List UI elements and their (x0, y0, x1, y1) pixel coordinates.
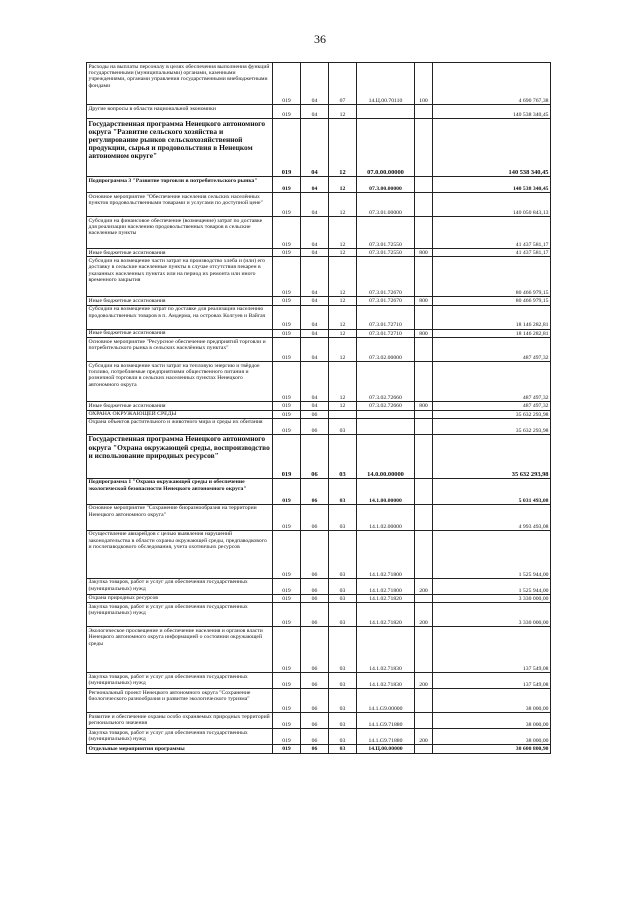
row-name-cell: Иные бюджетные ассигнования (87, 249, 273, 257)
table-row (87, 305, 551, 329)
row-target-article-cell: 14.1.02.71820 (357, 594, 415, 602)
row-name-cell: Другие вопросы в области национальной экономики (87, 105, 273, 119)
row-expense-kind-cell (415, 504, 433, 530)
row-target-article-cell: 07.3.01.72710 (357, 329, 415, 337)
row-target-article-cell (357, 105, 415, 119)
row-section-cell: 04 (301, 362, 329, 402)
row-subsection-cell: 12 (329, 338, 357, 362)
row-sum-cell: 1 525 944,00 (433, 530, 551, 578)
row-section-cell: 04 (301, 329, 329, 337)
row-section-cell: 06 (301, 603, 329, 627)
row-subsection-cell: 03 (329, 418, 357, 434)
row-admin-code-cell: 019 (273, 713, 301, 729)
row-expense-kind-cell (415, 530, 433, 578)
row-admin-code-cell: 019 (273, 257, 301, 297)
row-name-cell: Государственная программа Ненецкого автономного округа "Развитие сельского хозяйства и регулирование рынков сельскохозяйственной продукции, сырья и продовольствия в Ненецком автономном округе" (87, 119, 273, 177)
table-row (87, 63, 551, 105)
row-subsection-cell: 12 (329, 329, 357, 337)
row-admin-code-cell: 019 (273, 418, 301, 434)
row-target-article-cell: 14.Ц.00.00000 (357, 745, 415, 753)
row-section-cell: 04 (301, 63, 329, 105)
row-admin-code-cell: 019 (273, 249, 301, 257)
table-row (87, 594, 551, 602)
row-target-article-cell: 14.1.02.71830 (357, 627, 415, 673)
row-sum-cell: 3 330 000,00 (433, 603, 551, 627)
row-target-article-cell: 14.1.02.71830 (357, 673, 415, 689)
row-subsection-cell (329, 410, 357, 418)
row-expense-kind-cell (415, 434, 433, 478)
row-section-cell: 04 (301, 193, 329, 217)
row-sum-cell: 41 437 581,17 (433, 217, 551, 249)
row-section-cell: 06 (301, 478, 329, 504)
row-section-cell: 06 (301, 418, 329, 434)
row-sum-cell: 487 497,32 (433, 402, 551, 410)
table-row (87, 362, 551, 402)
row-target-article-cell: 07.3.01.72670 (357, 297, 415, 305)
row-admin-code-cell: 019 (273, 745, 301, 753)
row-sum-cell: 487 497,32 (433, 362, 551, 402)
table-row (87, 627, 551, 673)
row-admin-code-cell: 019 (273, 689, 301, 713)
row-subsection-cell: 03 (329, 729, 357, 745)
row-admin-code-cell: 019 (273, 627, 301, 673)
row-subsection-cell: 03 (329, 578, 357, 594)
row-name-cell: Региональный проект Ненецкого автономного округа "Сохранение биологического разнообразия и развитие экологического туризма" (87, 689, 273, 713)
row-section-cell: 06 (301, 578, 329, 594)
table-row (87, 338, 551, 362)
budget-table (86, 62, 551, 754)
row-subsection-cell: 03 (329, 530, 357, 578)
row-target-article-cell: 14.Ц.00.70110 (357, 63, 415, 105)
row-admin-code-cell: 019 (273, 217, 301, 249)
row-name-cell: Субсидии на возмещение части затрат на тепловую энергию и твёрдое топливо, потребляемые предприятиями общественного питания и розничной торговли в сельских населенных пунктах Ненецкого автономного округа (87, 362, 273, 402)
row-target-article-cell: 07.3.01.72710 (357, 305, 415, 329)
table-row (87, 504, 551, 530)
row-name-cell: Государственная программа Ненецкого автономного округа "Охрана окружающей среды, воспроизводство и использование природных ресурсов" (87, 434, 273, 478)
row-name-cell: Субсидии на финансовое обеспечение (возмещение) затрат по доставке для реализации населению продовольственных товаров в сельские населенные пункты (87, 217, 273, 249)
row-sum-cell: 38 000,00 (433, 689, 551, 713)
row-section-cell: 04 (301, 257, 329, 297)
row-target-article-cell: 07.3.01.00000 (357, 193, 415, 217)
row-subsection-cell: 03 (329, 673, 357, 689)
row-expense-kind-cell: 800 (415, 329, 433, 337)
row-subsection-cell: 03 (329, 745, 357, 753)
row-expense-kind-cell (415, 689, 433, 713)
row-expense-kind-cell: 200 (415, 729, 433, 745)
row-name-cell: Основное мероприятие "Ресурсное обеспечение предприятий торговли и потребительского рынка в сельских населённых пунктах" (87, 338, 273, 362)
row-target-article-cell (357, 418, 415, 434)
row-admin-code-cell: 019 (273, 402, 301, 410)
row-section-cell: 04 (301, 177, 329, 193)
row-admin-code-cell: 019 (273, 305, 301, 329)
row-section-cell: 06 (301, 410, 329, 418)
row-section-cell: 04 (301, 217, 329, 249)
row-section-cell: 06 (301, 745, 329, 753)
row-sum-cell: 4 690 767,38 (433, 63, 551, 105)
row-expense-kind-cell (415, 338, 433, 362)
row-sum-cell: 38 000,00 (433, 729, 551, 745)
row-subsection-cell: 03 (329, 713, 357, 729)
row-name-cell: Осуществление авиарейдов с целью выявления нарушений законодательства в области охраны окружающей среды, предпаводкового и послепаводкового обследования, учета охотничьих ресурсов (87, 530, 273, 578)
row-name-cell: Расходы на выплаты персоналу в целях обеспечения выполнения функций государственными (муниципальными) органами, казенными учреждениями, органами управления государственными внебюджетными фондами (87, 63, 273, 105)
row-expense-kind-cell (415, 594, 433, 602)
row-sum-cell: 41 437 581,17 (433, 249, 551, 257)
row-subsection-cell: 12 (329, 305, 357, 329)
row-subsection-cell: 12 (329, 217, 357, 249)
row-target-article-cell: 07.3.00.00000 (357, 177, 415, 193)
row-target-article-cell: 07.3.01.72670 (357, 257, 415, 297)
row-section-cell: 06 (301, 729, 329, 745)
row-section-cell: 04 (301, 338, 329, 362)
row-subsection-cell: 12 (329, 177, 357, 193)
row-admin-code-cell: 019 (273, 729, 301, 745)
row-target-article-cell: 14.1.G9.00000 (357, 689, 415, 713)
row-subsection-cell: 12 (329, 297, 357, 305)
row-sum-cell: 137 549,08 (433, 673, 551, 689)
table-row (87, 673, 551, 689)
row-target-article-cell: 07.3.01.72550 (357, 249, 415, 257)
row-section-cell: 04 (301, 297, 329, 305)
table-row (87, 193, 551, 217)
row-name-cell: Субсидии на возмещение затрат по доставке для реализации населению продовольственных товаров в п. Амдерма, на островах Колгуев и Вайгач (87, 305, 273, 329)
row-section-cell: 04 (301, 119, 329, 177)
row-sum-cell: 80 466 979,15 (433, 297, 551, 305)
row-admin-code-cell: 019 (273, 63, 301, 105)
row-subsection-cell: 03 (329, 504, 357, 530)
row-sum-cell: 18 146 282,81 (433, 329, 551, 337)
row-target-article-cell: 14.1.02.71820 (357, 603, 415, 627)
row-expense-kind-cell: 800 (415, 297, 433, 305)
row-section-cell: 06 (301, 627, 329, 673)
row-section-cell: 06 (301, 689, 329, 713)
table-row (87, 410, 551, 418)
table-row (87, 105, 551, 119)
row-admin-code-cell: 019 (273, 329, 301, 337)
row-name-cell: Подпрограмма 1 "Охрана окружающей среды и обеспечение экологической безопасности Ненецкого автономного округа" (87, 478, 273, 504)
row-admin-code-cell: 019 (273, 338, 301, 362)
table-row (87, 418, 551, 434)
row-section-cell: 04 (301, 249, 329, 257)
row-sum-cell: 487 497,32 (433, 338, 551, 362)
row-section-cell: 04 (301, 305, 329, 329)
row-sum-cell: 140 538 340,45 (433, 119, 551, 177)
row-target-article-cell: 14.1.G9.71880 (357, 729, 415, 745)
table-row (87, 329, 551, 337)
table-row (87, 297, 551, 305)
row-admin-code-cell: 019 (273, 673, 301, 689)
row-subsection-cell: 12 (329, 402, 357, 410)
row-admin-code-cell: 019 (273, 530, 301, 578)
row-sum-cell: 80 466 979,15 (433, 257, 551, 297)
row-admin-code-cell: 019 (273, 105, 301, 119)
row-sum-cell: 30 600 800,90 (433, 745, 551, 753)
row-expense-kind-cell (415, 193, 433, 217)
table-row (87, 578, 551, 594)
row-target-article-cell: 07.0.00.00000 (357, 119, 415, 177)
table-row (87, 478, 551, 504)
row-sum-cell: 5 031 493,08 (433, 478, 551, 504)
row-subsection-cell: 12 (329, 193, 357, 217)
row-admin-code-cell: 019 (273, 504, 301, 530)
row-expense-kind-cell (415, 305, 433, 329)
row-name-cell: Закупка товаров, работ и услуг для обеспечения государственных (муниципальных) нужд (87, 578, 273, 594)
table-row (87, 434, 551, 478)
row-name-cell: Охрана природных ресурсов (87, 594, 273, 602)
table-row (87, 713, 551, 729)
row-section-cell: 06 (301, 434, 329, 478)
table-row (87, 729, 551, 745)
table-row (87, 530, 551, 578)
row-target-article-cell: 14.1.02.71800 (357, 578, 415, 594)
row-subsection-cell: 12 (329, 249, 357, 257)
row-sum-cell: 35 632 293,98 (433, 418, 551, 434)
row-name-cell: Развитие и обеспечение охраны особо охраняемых природных территорий регионального значения (87, 713, 273, 729)
row-section-cell: 06 (301, 504, 329, 530)
row-target-article-cell: 07.3.01.72550 (357, 217, 415, 249)
row-subsection-cell: 12 (329, 119, 357, 177)
table-body (87, 63, 551, 754)
row-subsection-cell: 03 (329, 478, 357, 504)
row-admin-code-cell: 019 (273, 478, 301, 504)
row-name-cell: Подпрограмма 3 "Развитие торговли в потребительского рынка" (87, 177, 273, 193)
row-name-cell: Отдельные мероприятия программы (87, 745, 273, 753)
table-row (87, 257, 551, 297)
table-row (87, 402, 551, 410)
row-name-cell: Субсидии на возмещение части затрат на производство хлеба и (или) его доставку в сельские населенные пункты в случае отсутствия пекарен в указанных населенных пунктах или на период их ремонта или иного временного закрытия (87, 257, 273, 297)
row-admin-code-cell: 019 (273, 177, 301, 193)
row-name-cell: Закупка товаров, работ и услуг для обеспечения государственных (муниципальных) нужд (87, 673, 273, 689)
row-sum-cell: 18 146 282,81 (433, 305, 551, 329)
row-target-article-cell: 07.3.02.00000 (357, 338, 415, 362)
row-admin-code-cell: 019 (273, 603, 301, 627)
table-row (87, 177, 551, 193)
row-target-article-cell: 14.1.G9.71880 (357, 713, 415, 729)
row-subsection-cell: 12 (329, 257, 357, 297)
row-admin-code-cell: 019 (273, 594, 301, 602)
row-subsection-cell: 12 (329, 105, 357, 119)
row-section-cell: 06 (301, 594, 329, 602)
row-sum-cell: 4 993 493,08 (433, 504, 551, 530)
row-expense-kind-cell (415, 105, 433, 119)
row-sum-cell: 140 050 843,13 (433, 193, 551, 217)
row-expense-kind-cell (415, 478, 433, 504)
row-expense-kind-cell (415, 410, 433, 418)
row-sum-cell: 137 549,08 (433, 627, 551, 673)
row-section-cell: 06 (301, 673, 329, 689)
row-expense-kind-cell (415, 362, 433, 402)
row-sum-cell: 38 000,00 (433, 713, 551, 729)
row-subsection-cell: 03 (329, 594, 357, 602)
row-subsection-cell: 07 (329, 63, 357, 105)
row-admin-code-cell: 019 (273, 578, 301, 594)
row-name-cell: Иные бюджетные ассигнования (87, 297, 273, 305)
row-target-article-cell: 14.1.02.00000 (357, 504, 415, 530)
row-name-cell: Закупка товаров, работ и услуг для обеспечения государственных (муниципальных) нужд (87, 729, 273, 745)
row-expense-kind-cell (415, 217, 433, 249)
row-admin-code-cell: 019 (273, 410, 301, 418)
row-subsection-cell: 12 (329, 362, 357, 402)
row-target-article-cell: 07.3.02.72660 (357, 402, 415, 410)
row-sum-cell: 35 632 293,98 (433, 410, 551, 418)
row-subsection-cell: 03 (329, 627, 357, 673)
row-expense-kind-cell (415, 745, 433, 753)
table-row (87, 217, 551, 249)
row-sum-cell: 140 538 340,45 (433, 177, 551, 193)
row-expense-kind-cell: 800 (415, 402, 433, 410)
row-name-cell: Экологическое просвещение и обеспечение населения и органов власти Ненецкого автономного округа информацией о состоянии окружающей среды (87, 627, 273, 673)
row-target-article-cell: 14.0.00.00000 (357, 434, 415, 478)
row-name-cell: Иные бюджетные ассигнования (87, 329, 273, 337)
row-sum-cell: 3 330 000,00 (433, 594, 551, 602)
row-expense-kind-cell: 200 (415, 603, 433, 627)
row-expense-kind-cell (415, 713, 433, 729)
table-row (87, 603, 551, 627)
row-name-cell: Основное мероприятие "Обеспечение населения сельских населённых пунктов продовольственными товарами и услугами по доступной цене" (87, 193, 273, 217)
row-target-article-cell: 14.1.02.71800 (357, 530, 415, 578)
row-expense-kind-cell (415, 177, 433, 193)
row-sum-cell: 1 525 944,00 (433, 578, 551, 594)
row-name-cell: Основное мероприятие "Сохранение биоразнообразия на территории Ненецкого автономного округа" (87, 504, 273, 530)
row-admin-code-cell: 019 (273, 434, 301, 478)
row-expense-kind-cell: 200 (415, 673, 433, 689)
row-name-cell: Охрана объектов растительного и животного мира и среды их обитания (87, 418, 273, 434)
row-admin-code-cell: 019 (273, 362, 301, 402)
table-row (87, 249, 551, 257)
row-expense-kind-cell (415, 257, 433, 297)
row-name-cell: Иные бюджетные ассигнования (87, 402, 273, 410)
row-section-cell: 06 (301, 713, 329, 729)
row-name-cell: Закупка товаров, работ и услуг для обеспечения государственных (муниципальных) нужд (87, 603, 273, 627)
row-target-article-cell: 14.1.00.00000 (357, 478, 415, 504)
row-target-article-cell: 07.3.02.72660 (357, 362, 415, 402)
row-expense-kind-cell: 100 (415, 63, 433, 105)
page-number: 36 (314, 32, 326, 46)
row-section-cell: 04 (301, 402, 329, 410)
row-admin-code-cell: 019 (273, 297, 301, 305)
row-name-cell: ОХРАНА ОКРУЖАЮЩЕЙ СРЕДЫ (87, 410, 273, 418)
row-sum-cell: 140 538 340,45 (433, 105, 551, 119)
row-admin-code-cell: 019 (273, 119, 301, 177)
row-sum-cell: 35 632 293,98 (433, 434, 551, 478)
row-subsection-cell: 03 (329, 603, 357, 627)
row-section-cell: 06 (301, 530, 329, 578)
row-expense-kind-cell: 800 (415, 249, 433, 257)
row-expense-kind-cell (415, 119, 433, 177)
table-row (87, 689, 551, 713)
row-section-cell: 04 (301, 105, 329, 119)
table-row (87, 119, 551, 177)
table-row (87, 745, 551, 753)
row-subsection-cell: 03 (329, 434, 357, 478)
row-expense-kind-cell (415, 627, 433, 673)
row-expense-kind-cell: 200 (415, 578, 433, 594)
row-target-article-cell (357, 410, 415, 418)
row-expense-kind-cell (415, 418, 433, 434)
row-admin-code-cell: 019 (273, 193, 301, 217)
row-subsection-cell: 03 (329, 689, 357, 713)
